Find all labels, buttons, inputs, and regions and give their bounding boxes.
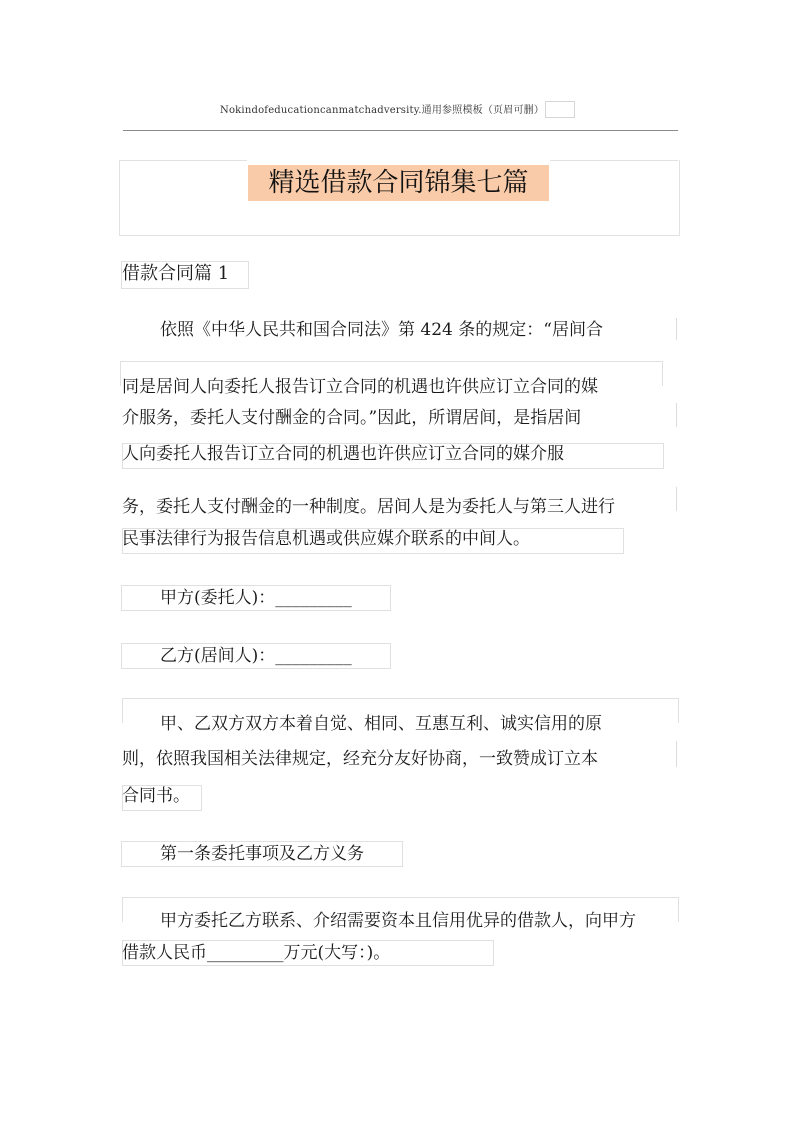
paragraph-line: 合同书。: [122, 786, 190, 806]
article-heading: 第一条委托事项及乙方义务: [160, 844, 364, 864]
paragraph-line: 务，委托人支付酬金的一种制度。居间人是为委托人与第三人进行: [122, 497, 615, 517]
paragraph-line: 同是居间人向委托人报告订立合同的机遇也许供应订立合同的媒: [122, 377, 598, 397]
paragraph-line: 依照《中华人民共和国合同法》第 424 条的规定：“居间合: [160, 320, 603, 340]
header-rule: [123, 130, 678, 131]
paragraph-line: 甲、乙双方双方本着自觉、相同、互惠互利、诚实信用的原: [160, 714, 602, 734]
header-frame: [545, 101, 575, 118]
paragraph-line: 借款人民币_________万元(大写：)。: [122, 943, 391, 963]
document-title: 精选借款合同锦集七篇: [248, 165, 549, 201]
party-b-line: 乙方(居间人)：_________: [160, 646, 352, 666]
page-header: Nokindofeducationcanmatchadversity.通用参照模板（页眉可删）: [220, 105, 545, 116]
text-frame-edge: [676, 318, 677, 340]
text-frame-edge: [676, 487, 677, 511]
title-frame-edge: [550, 160, 678, 161]
paragraph-line: 甲方委托乙方联系、介绍需要资本且信用优异的借款人，向甲方: [160, 911, 636, 931]
paragraph-line: 民事法律行为报告信息机遇或供应媒介联系的中间人。: [122, 529, 530, 549]
paragraph-line: 则，依照我国相关法律规定，经充分友好协商，一致赞成订立本: [122, 749, 598, 769]
text-frame-edge: [676, 403, 677, 427]
text-frame-edge: [676, 741, 677, 767]
paragraph-line: 人向委托人报告订立合同的机遇也许供应订立合同的媒介服: [122, 444, 564, 464]
section-heading: 借款合同篇 1: [122, 263, 230, 284]
title-frame-edge: [119, 160, 247, 161]
paragraph-line: 介服务，委托人支付酬金的合同。”因此，所谓居间，是指居间: [122, 408, 582, 428]
party-a-line: 甲方(委托人)：_________: [160, 588, 352, 608]
